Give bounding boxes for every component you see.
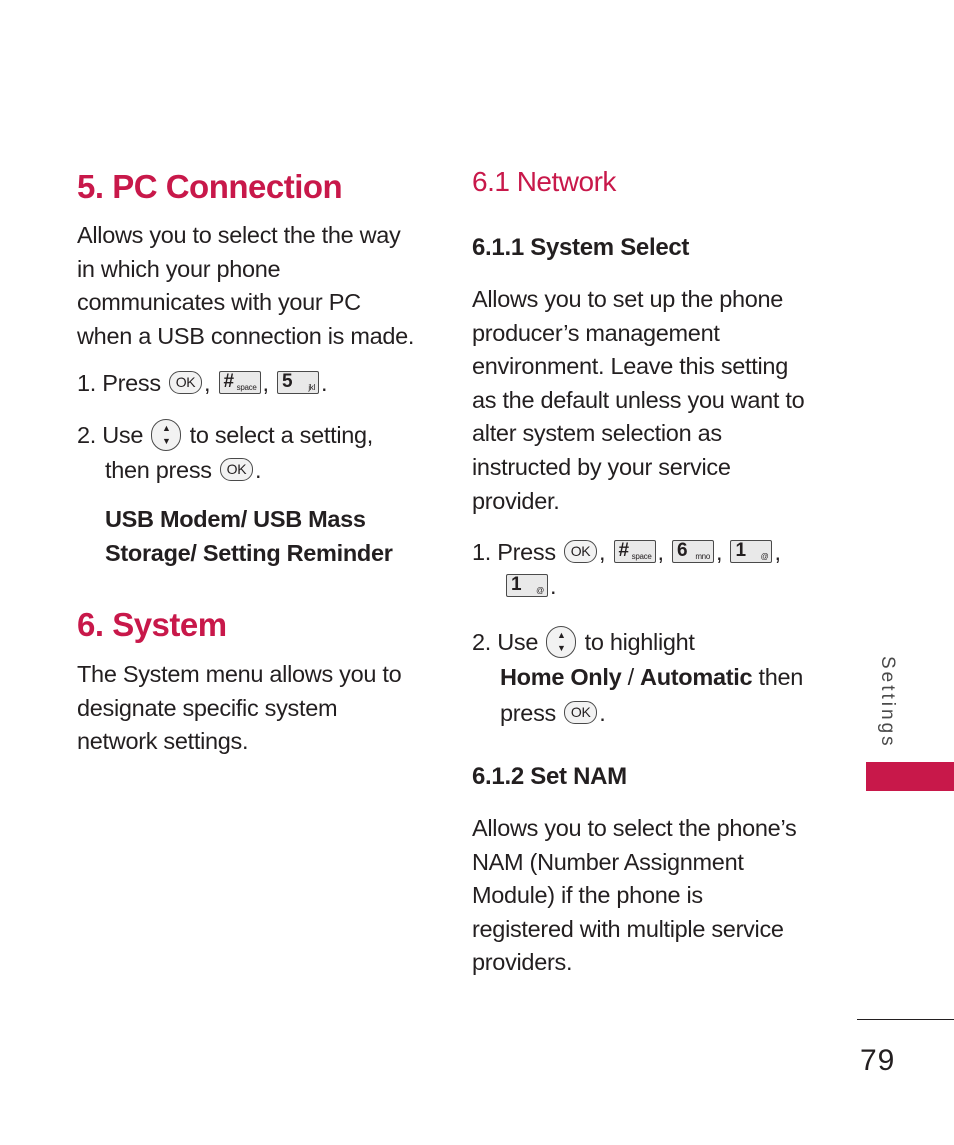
select-step-2-cont: press OK .: [500, 700, 606, 726]
pc-step-2-cont: then press OK .: [105, 457, 262, 483]
nav-key-icon: ▲ ▼: [151, 419, 181, 451]
select-step-2-options: Home Only / Automatic then: [500, 664, 804, 690]
select-step-1-cont: 1 @ .: [504, 569, 556, 603]
system-select-body: Allows you to set up the phone producer’s management environment. Leave this setting as the default unless you want to alter system selection as instructed by your service provider.: [472, 286, 805, 514]
pc-step-2: 2. Use ▲ ▼ to select a setting,: [77, 418, 373, 453]
subsection-title-network: 6.1 Network: [472, 166, 616, 197]
footer-rule: [857, 1019, 954, 1020]
ok-key-icon: OK: [169, 371, 202, 394]
system-intro: The System menu allows you to designate specific system network settings.: [77, 661, 402, 755]
select-step-2: 2. Use ▲ ▼ to highlight: [472, 625, 695, 660]
six-key-icon: 6 mno: [672, 540, 714, 563]
hash-key-icon: # space: [219, 371, 261, 394]
pc-step-1: 1. Press OK , # space , 5 jkl .: [77, 370, 328, 396]
heading-system-select: 6.1.1 System Select: [472, 234, 690, 261]
side-section-tab: [866, 762, 954, 791]
hash-key-icon: # space: [614, 540, 656, 563]
set-nam-body: Allows you to select the phone’s NAM (Number Assignment Module) if the phone is registered with multiple service providers.: [472, 815, 797, 976]
side-section-label: Settings: [877, 656, 898, 749]
ok-key-icon: OK: [564, 701, 597, 724]
heading-set-nam: 6.1.2 Set NAM: [472, 763, 627, 790]
five-key-icon: 5 jkl: [277, 371, 319, 394]
one-key-icon: 1 @: [506, 574, 548, 597]
ok-key-icon: OK: [564, 540, 597, 563]
pc-connection-intro: Allows you to select the the way in which your phone communicates with your PC when a USB connection is made.: [77, 222, 415, 349]
section-title-system: 6. System: [77, 606, 227, 643]
pc-options: USB Modem/ USB Mass Storage/ Setting Reminder: [105, 506, 393, 566]
select-step-1: 1. Press OK , # space , 6 mno , 1 @ ,: [472, 539, 781, 565]
nav-key-icon: ▲ ▼: [546, 626, 576, 658]
one-key-icon: 1 @: [730, 540, 772, 563]
section-title-pc-connection: 5. PC Connection: [77, 168, 343, 205]
ok-key-icon: OK: [220, 458, 253, 481]
page-number: 79: [860, 1044, 896, 1077]
